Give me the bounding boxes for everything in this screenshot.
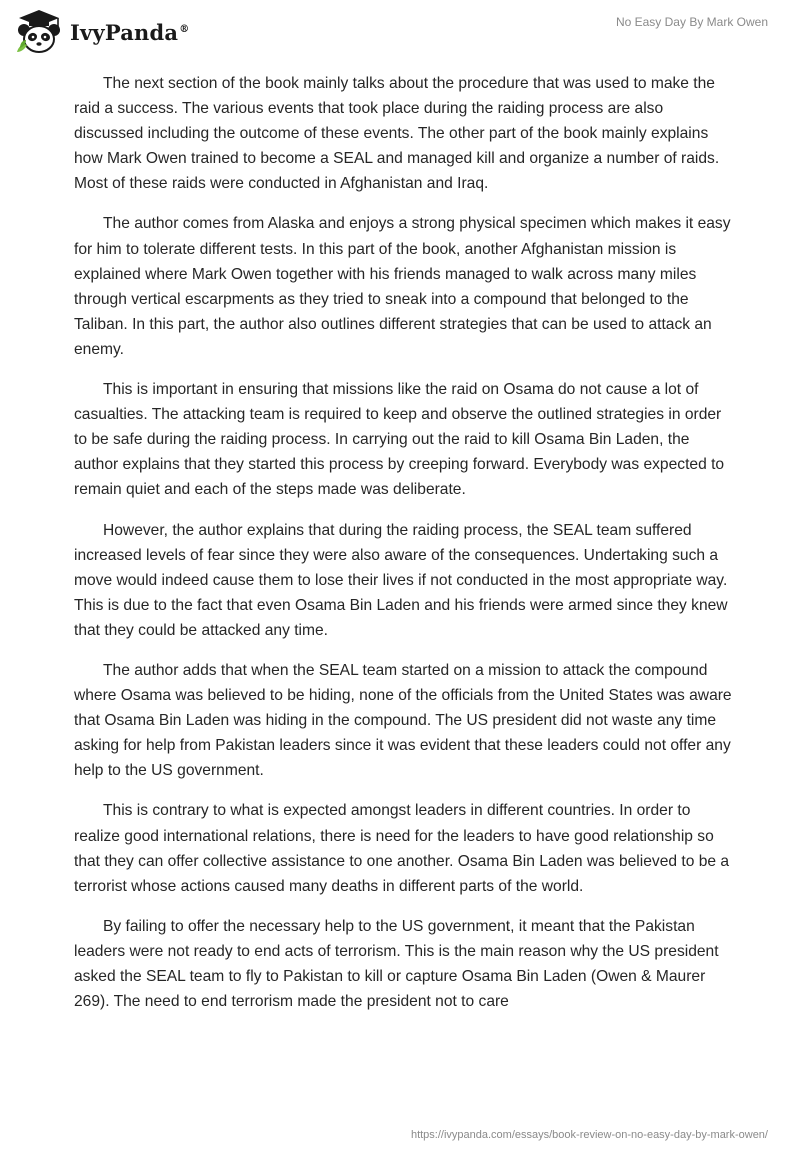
registered-mark: ® bbox=[179, 23, 190, 35]
brand-text: IvyPanda bbox=[70, 19, 179, 45]
paragraph: However, the author explains that during the raiding process, the SEAL team suffered increased levels of fear since they were also aware of the consequences. Undertaking such a move would indeed cause them to lose their lives if not conducted in the most appropriate way. This is due to the fact that even Osama Bin Laden and his friends were armed since they knew that they could be attacked any time. bbox=[74, 521, 728, 639]
brand-name bbox=[70, 20, 189, 45]
panda-graduate-icon bbox=[14, 8, 64, 54]
paragraph: The author adds that when the SEAL team started on a mission to attack the compound where Osama was believed to be hiding, none of the officials from the United States was aware that Osama Bin Laden was hiding in the compound. The US president did not waste any time asking for help from Pakistan leaders since it was evident that these leaders could not offer any help to the US government. bbox=[74, 661, 732, 780]
paragraph: This is contrary to what is expected amongst leaders in different countries. In order to realize good international relations, there is need for the leaders to have good relationship so that they can offer collective assistance to one another. Osama Bin Laden was believed to be a terrorist whose actions caused many deaths in different parts of the world. bbox=[74, 802, 730, 895]
paragraph: This is important in ensuring that missions like the raid on Osama do not cause a lot of casualties. The attacking team is required to keep and observe the outlined strategies in order to be safe during the raiding process. In carrying out the raid to kill Osama Bin Laden, the author explains that they started this process by creeping forward. Everybody was expected to remain quiet and each of the steps made was deliberate. bbox=[74, 381, 725, 499]
essay-body bbox=[74, 71, 734, 1029]
paragraph: The author comes from Alaska and enjoys a strong physical specimen which makes it easy for him to tolerate different tests. In this part of the book, another Afghanistan mission is explained where Mark Owen together with his friends managed to walk across many miles through vertical escarpments as they tried to sneak into a compound that belonged to the Taliban. In this part, the author also outlines different strategies that can be used to attack an enemy. bbox=[74, 215, 731, 358]
source-url[interactable]: https://ivypanda.com/essays/book-review-on-no-easy-day-by-mark-owen/ bbox=[410, 1129, 768, 1141]
ivypanda-logo[interactable] bbox=[14, 8, 189, 54]
page-header bbox=[0, 0, 800, 60]
document-title: No Easy Day By Mark Owen bbox=[615, 15, 768, 29]
paragraph: The next section of the book mainly talks about the procedure that was used to make the raid a success. The various events that took place during the raiding process are also discussed including the outcome of these events. The other part of the book mainly explains how Mark Owen trained to become a SEAL and managed kill and organize a number of raids. Most of these raids were conducted in Afghanistan and Iraq. bbox=[74, 75, 720, 193]
paragraph: By failing to offer the necessary help to the US government, it meant that the Pakistan leaders were not ready to end acts of terrorism. This is the main reason why the US president asked the SEAL team to fly to Pakistan to kill or capture Osama Bin Laden (Owen & Maurer 269). The need to end terrorism made the president not to care bbox=[74, 917, 719, 1011]
